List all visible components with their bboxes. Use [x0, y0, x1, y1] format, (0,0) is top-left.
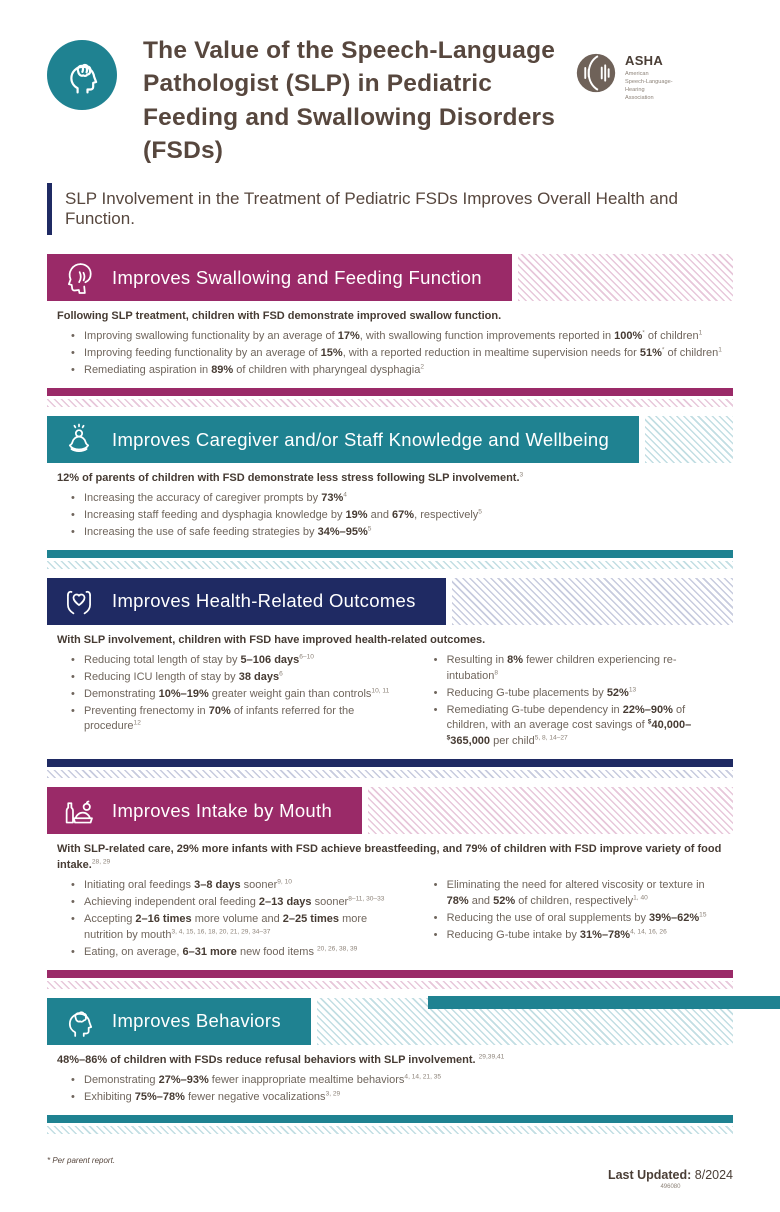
page-footer: [47, 1148, 733, 1212]
section-content: [47, 463, 733, 548]
bullet-item: • Resulting in 8% fewer children experiencing re-intubation$^8$: [434, 653, 727, 685]
bullet-item: • Eliminating the need for altered viscosity or texture in 78% and 52% of children, respectively$^{1, 40}$: [434, 878, 727, 910]
bullet-list-left: [71, 490, 727, 542]
bullet-item: • Increasing staff feeding and dysphagia knowledge by 19% and 67%, respectively$^5$: [71, 508, 727, 524]
bullet-item: • Improving swallowing functionality by an average of 17%, with swallowing function improvements reported in 100%* of children$^1$: [71, 329, 727, 345]
asha-logo-text: [625, 50, 691, 102]
bullet-item: • Demonstrating 27%–93% fewer inappropriate mealtime behaviors$^{4, 14, 21, 35}$: [71, 1073, 727, 1089]
bullet-item: • Reducing G-tube placements by 52%$^{13}$: [434, 686, 727, 702]
section-content: [47, 625, 733, 758]
bullet-item: • Reducing ICU length of stay by 38 days$^6$: [71, 670, 404, 686]
hands-heart-icon: [59, 581, 99, 621]
section: [47, 578, 733, 779]
last-updated: [608, 1168, 733, 1190]
section-divider-bar: [47, 388, 733, 396]
asha-logo: [573, 50, 691, 102]
section-banner-row: [47, 787, 733, 834]
section-content: [47, 301, 733, 386]
section-intro: 48%–86% of children with FSDs reduce refusal behaviors with SLP involvement. $^{29,39,41}$: [57, 1053, 505, 1066]
section-banner: [47, 998, 311, 1045]
meal-icon: [59, 791, 99, 831]
bullet-item: • Achieving independent oral feeding 2–13 days sooner$^{8-11, 30-33}$: [71, 895, 404, 911]
section-banner: [47, 787, 362, 834]
section: [47, 998, 733, 1134]
asha-org-line: Association: [625, 95, 654, 102]
section-title: Improves Health-Related Outcomes: [112, 590, 416, 612]
bullet-list-right: [434, 877, 727, 945]
bullet-item: • Improving feeding functionality by an average of 15%, with a reported reduction in mealtime supervision needs for 51%* of children$^1$: [71, 346, 727, 362]
section-divider-bar: [47, 550, 733, 558]
section-intro: With SLP involvement, children with FSD have improved health-related outcomes.: [57, 633, 486, 646]
page-header: [47, 0, 733, 167]
bullet-list-left: [71, 877, 404, 962]
bullet-list-left: [71, 328, 727, 380]
section-hatch-band: [47, 399, 733, 407]
bullet-item: • Increasing the accuracy of caregiver prompts by 73%$^4$: [71, 491, 727, 507]
bullet-item: • Increasing the use of safe feeding strategies by 34%–95%$^5$: [71, 525, 727, 541]
asha-org-line: Speech-Language-Hearing: [625, 79, 673, 94]
section-title: Improves Behaviors: [112, 1010, 281, 1032]
bullet-columns: [57, 490, 727, 542]
section-banner: [47, 578, 446, 625]
bullet-item: • Eating, on average, 6–31 more new food items $^{20, 26, 38, 39}$: [71, 945, 404, 961]
section-banner: [47, 254, 512, 301]
bullet-item: • Remediating aspiration in 89% of children with pharyngeal dysphagia$^2$: [71, 363, 727, 379]
banner-hatch-stripes: [518, 254, 733, 301]
section: [47, 787, 733, 989]
section-content: [47, 1045, 733, 1113]
banner-hatch-stripes: [368, 787, 733, 834]
section-title: Improves Caregiver and/or Staff Knowledge and Wellbeing: [112, 428, 610, 450]
bullet-list-left: [71, 652, 404, 737]
bullet-item: • Remediating G-tube dependency in 22%–90% of children, with an average cost savings of $40,000–$365,000 per child$^{5, 8, 14-27}$: [434, 703, 727, 751]
section-hatch-band: [47, 1126, 733, 1134]
asha-logo-org: [625, 70, 691, 102]
bullet-item: • Preventing frenectomy in 70% of infants referred for the procedure$^{12}$: [71, 704, 404, 736]
page-title: The Value of the Speech-Language Pathologist (SLP) in Pediatric Feeding and Swallowing Disorders (FSDs): [143, 37, 556, 164]
section-banner-row: [47, 254, 733, 301]
section-title: Improves Swallowing and Feeding Function: [112, 266, 482, 288]
footnote: * Per parent report.: [47, 1155, 116, 1165]
section-divider-bar: [47, 759, 733, 767]
bullet-item: • Accepting 2–16 times more volume and 2–25 times more nutrition by mouth$^{3, 4, 15, 16, 18, 20, 21, 29, 34-37}$: [71, 912, 404, 944]
section-intro: 12% of parents of children with FSD demonstrate less stress following SLP involvement.$^3$: [57, 471, 524, 484]
bullet-item: • Demonstrating 10%–19% greater weight gain than controls$^{10, 11}$: [71, 687, 404, 703]
section-divider-bar: [47, 970, 733, 978]
brain-head-icon: [59, 1001, 99, 1041]
banner-hatch-stripes: [452, 578, 733, 625]
bullet-list-left: [71, 1072, 727, 1107]
meditation-icon: [59, 420, 99, 460]
section-banner: [47, 416, 639, 463]
last-updated-line: [608, 1168, 733, 1182]
section-divider-bar: [47, 1115, 733, 1123]
last-updated-value: 8/2024: [694, 1167, 733, 1182]
section: [47, 254, 733, 407]
asha-org-line: American: [625, 71, 649, 77]
section-banner-row: [47, 578, 733, 625]
section-content: [47, 834, 733, 968]
document-number: 496080: [660, 1183, 681, 1190]
bullet-columns: [57, 328, 727, 380]
bullet-columns: [57, 1072, 727, 1107]
section: [47, 416, 733, 569]
brain-head-icon: [47, 40, 117, 110]
section-banner-row: [47, 416, 733, 463]
asha-logo-icon: [573, 50, 619, 96]
bullet-columns: [57, 877, 727, 962]
bullet-item: • Initiating oral feedings 3–8 days sooner$^{9, 10}$: [71, 878, 404, 894]
section-title: Improves Intake by Mouth: [112, 799, 333, 821]
section-intro: Following SLP treatment, children with FSD demonstrate improved swallow function.: [57, 310, 502, 323]
bullet-item: • Reducing the use of oral supplements by 39%–62%$^{15}$: [434, 911, 727, 927]
bullet-item: • Exhibiting 75%–78% fewer negative vocalizations$^{3, 29}$: [71, 1090, 727, 1106]
bullet-item: • Reducing total length of stay by 5–106 days$^{6-10}$: [71, 653, 404, 669]
last-updated-label: Last Updated:: [607, 1167, 692, 1182]
section-hatch-band: [47, 561, 733, 569]
section-intro: With SLP-related care, 29% more infants with FSD achieve breastfeeding, and 79% of children with FSD improve variety of food intake.$^{28, 29}$: [57, 843, 722, 872]
bottom-accent-bar: [428, 996, 780, 1009]
section-hatch-band: [47, 770, 733, 778]
asha-logo-name: ASHA: [625, 53, 664, 68]
page-subtitle: SLP Involvement in the Treatment of Pediatric FSDs Improves Overall Health and Function.: [47, 183, 733, 235]
bullet-columns: [57, 652, 727, 752]
section-hatch-band: [47, 981, 733, 989]
bullet-list-right: [434, 652, 727, 752]
throat-icon: [59, 258, 99, 298]
bullet-item: • Reducing G-tube intake by 31%–78%$^{4, 14, 16, 26}$: [434, 928, 727, 944]
banner-hatch-stripes: [645, 416, 733, 463]
